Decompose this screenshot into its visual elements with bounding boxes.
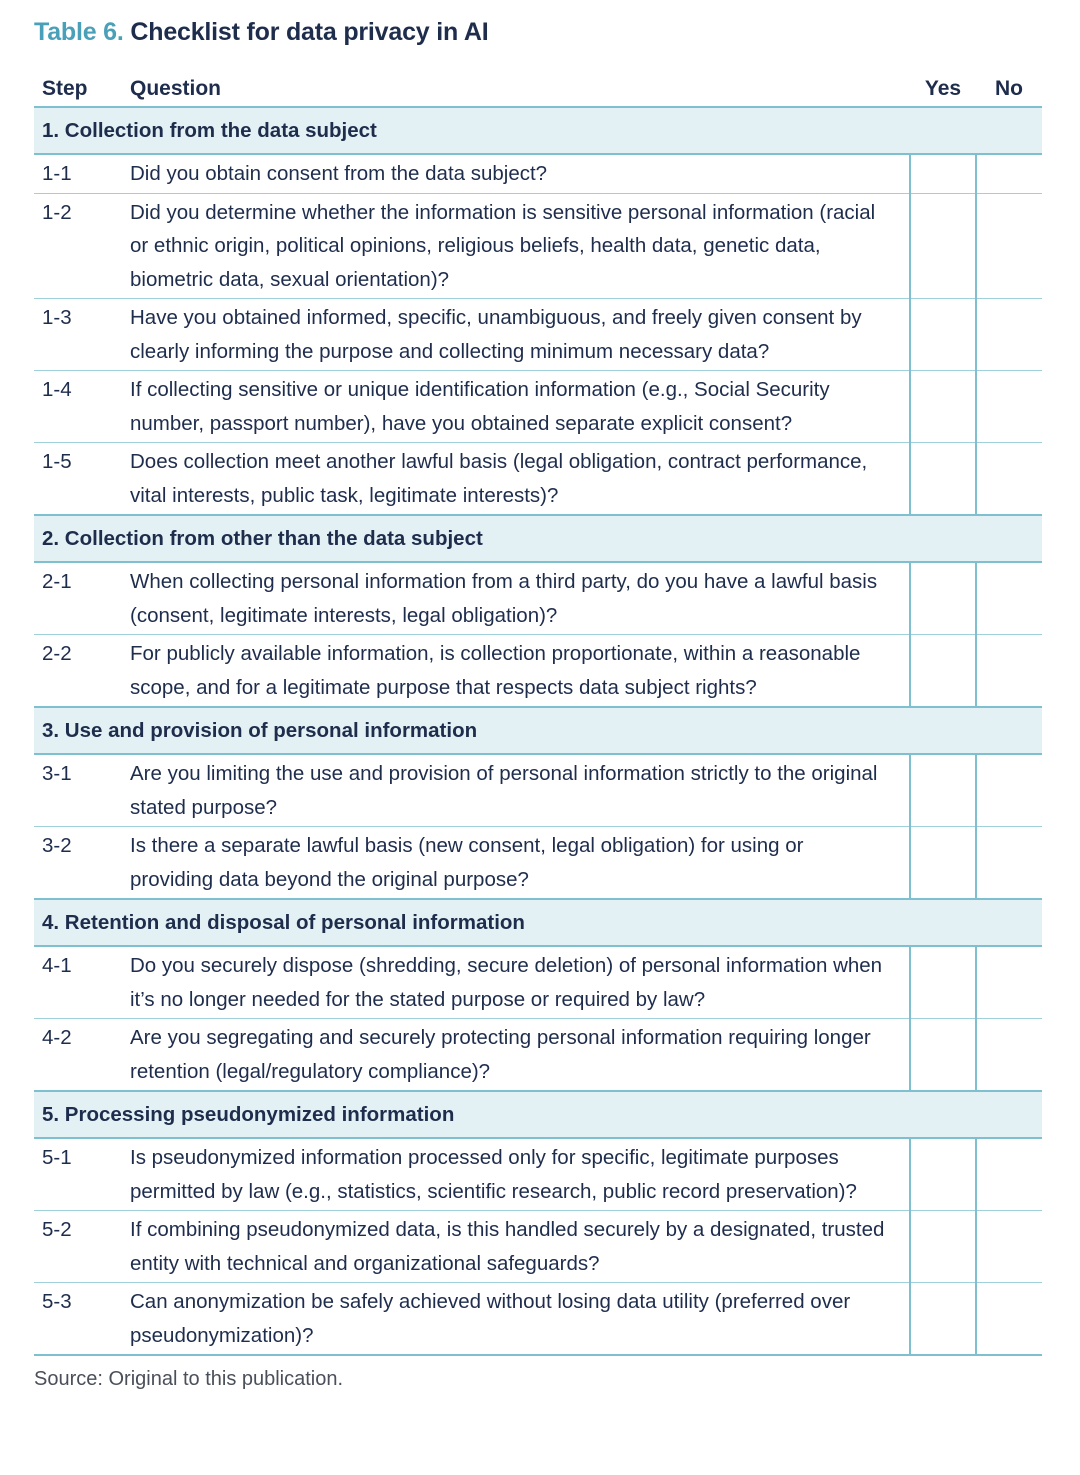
header-step: Step: [34, 77, 122, 107]
table-title-text: Checklist for data privacy in AI: [130, 18, 489, 46]
table-row: [34, 1019, 1042, 1092]
step-number: 1-3: [34, 299, 122, 371]
yes-checkbox[interactable]: [910, 1283, 976, 1356]
yes-checkbox[interactable]: [910, 371, 976, 443]
no-checkbox[interactable]: [976, 946, 1042, 1019]
header-yes: Yes: [910, 77, 976, 107]
no-checkbox[interactable]: [976, 193, 1042, 299]
no-checkbox[interactable]: [976, 299, 1042, 371]
yes-checkbox[interactable]: [910, 946, 976, 1019]
yes-checkbox[interactable]: [910, 443, 976, 516]
yes-checkbox[interactable]: [910, 1211, 976, 1283]
question-text: For publicly available information, is collection proportionate, within a reasonable scope, and for a legitimate purpose that respects data subject rights?: [122, 635, 910, 708]
section-title: 3. Use and provision of personal information: [34, 707, 1042, 754]
no-checkbox[interactable]: [976, 635, 1042, 708]
question-text: If collecting sensitive or unique identification information (e.g., Social Security number, passport number), have you obtained separate explicit consent?: [122, 371, 910, 443]
section-row: [34, 107, 1042, 154]
no-checkbox[interactable]: [976, 443, 1042, 516]
step-number: 1-1: [34, 154, 122, 193]
table-title: [34, 18, 1042, 47]
step-number: 1-4: [34, 371, 122, 443]
yes-checkbox[interactable]: [910, 193, 976, 299]
table-row: [34, 946, 1042, 1019]
step-number: 3-2: [34, 827, 122, 900]
yes-checkbox[interactable]: [910, 827, 976, 900]
no-checkbox[interactable]: [976, 562, 1042, 635]
yes-checkbox[interactable]: [910, 154, 976, 193]
table-row: [34, 1283, 1042, 1356]
step-number: 1-5: [34, 443, 122, 516]
table-row: [34, 754, 1042, 827]
table-row: [34, 371, 1042, 443]
table-body: [34, 107, 1042, 1355]
yes-checkbox[interactable]: [910, 635, 976, 708]
yes-checkbox[interactable]: [910, 754, 976, 827]
section-row: [34, 515, 1042, 562]
question-text: Have you obtained informed, specific, unambiguous, and freely given consent by clearly informing the purpose and collecting minimum necessary data?: [122, 299, 910, 371]
yes-checkbox[interactable]: [910, 1019, 976, 1092]
step-number: 5-1: [34, 1138, 122, 1211]
step-number: 3-1: [34, 754, 122, 827]
table-row: [34, 193, 1042, 299]
no-checkbox[interactable]: [976, 1138, 1042, 1211]
question-text: When collecting personal information from a third party, do you have a lawful basis (consent, legitimate interests, legal obligation)?: [122, 562, 910, 635]
table-row: [34, 154, 1042, 193]
no-checkbox[interactable]: [976, 827, 1042, 900]
step-number: 1-2: [34, 193, 122, 299]
question-text: Are you limiting the use and provision of personal information strictly to the original stated purpose?: [122, 754, 910, 827]
section-title: 2. Collection from other than the data subject: [34, 515, 1042, 562]
table-row: [34, 299, 1042, 371]
no-checkbox[interactable]: [976, 754, 1042, 827]
yes-checkbox[interactable]: [910, 299, 976, 371]
section-row: [34, 1091, 1042, 1138]
source-note: Source: Original to this publication.: [34, 1368, 344, 1390]
step-number: 5-2: [34, 1211, 122, 1283]
question-text: Is there a separate lawful basis (new consent, legal obligation) for using or providing data beyond the original purpose?: [122, 827, 910, 900]
step-number: 4-1: [34, 946, 122, 1019]
header-question: Question: [122, 77, 910, 107]
section-title: 4. Retention and disposal of personal information: [34, 899, 1042, 946]
question-text: Does collection meet another lawful basis (legal obligation, contract performance, vital interests, public task, legitimate interests)?: [122, 443, 910, 516]
header-row: [34, 77, 1042, 107]
table-number: Table 6.: [34, 18, 124, 46]
step-number: 2-1: [34, 562, 122, 635]
step-number: 4-2: [34, 1019, 122, 1092]
checklist-table: [34, 77, 1042, 1356]
question-text: Do you securely dispose (shredding, secure deletion) of personal information when it’s no longer needed for the stated purpose or required by law?: [122, 946, 910, 1019]
yes-checkbox[interactable]: [910, 562, 976, 635]
question-text: Is pseudonymized information processed only for specific, legitimate purposes permitted by law (e.g., statistics, scientific research, public record preservation)?: [122, 1138, 910, 1211]
section-title: 5. Processing pseudonymized information: [34, 1091, 1042, 1138]
section-row: [34, 707, 1042, 754]
table-row: [34, 1138, 1042, 1211]
no-checkbox[interactable]: [976, 154, 1042, 193]
table-row: [34, 443, 1042, 516]
no-checkbox[interactable]: [976, 1019, 1042, 1092]
question-text: Can anonymization be safely achieved without losing data utility (preferred over pseudonymization)?: [122, 1283, 910, 1356]
header-no: No: [976, 77, 1042, 107]
no-checkbox[interactable]: [976, 1211, 1042, 1283]
table-row: [34, 562, 1042, 635]
no-checkbox[interactable]: [976, 1283, 1042, 1356]
question-text: Did you obtain consent from the data subject?: [122, 154, 910, 193]
table-row: [34, 635, 1042, 708]
step-number: 5-3: [34, 1283, 122, 1356]
section-title: 1. Collection from the data subject: [34, 107, 1042, 154]
step-number: 2-2: [34, 635, 122, 708]
table-row: [34, 827, 1042, 900]
yes-checkbox[interactable]: [910, 1138, 976, 1211]
question-text: Did you determine whether the information is sensitive personal information (racial or ethnic origin, political opinions, religious beliefs, health data, genetic data, biometric data, sexual orientation)?: [122, 193, 910, 299]
question-text: If combining pseudonymized data, is this handled securely by a designated, trusted entity with technical and organizational safeguards?: [122, 1211, 910, 1283]
table-row: [34, 1211, 1042, 1283]
section-row: [34, 899, 1042, 946]
no-checkbox[interactable]: [976, 371, 1042, 443]
question-text: Are you segregating and securely protecting personal information requiring longer retention (legal/regulatory compliance)?: [122, 1019, 910, 1092]
